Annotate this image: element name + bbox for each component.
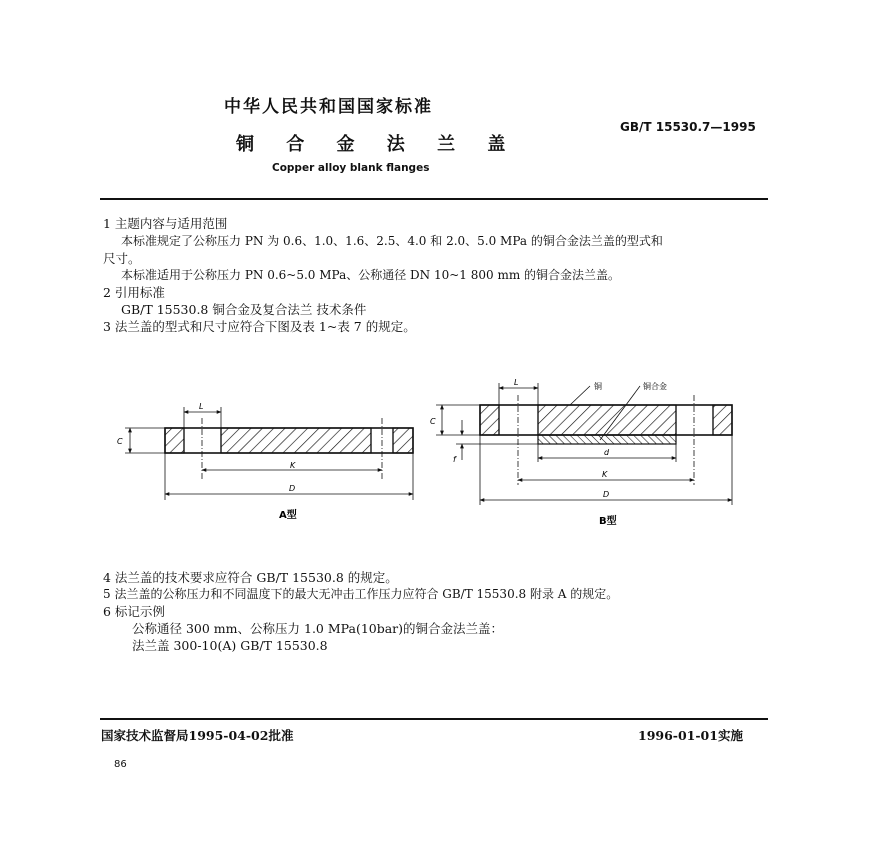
approval-date: 国家技术监督局1995-04-02批准 — [101, 728, 294, 743]
footer-rule — [100, 718, 768, 720]
section-5: 5 法兰盖的公称压力和不同温度下的最大无冲击工作压力应符合 GB/T 15530.8 附录 A 的规定。 — [103, 587, 619, 601]
referenced-standard: GB/T 15530.8 铜合金及复合法兰 技术条件 — [121, 302, 367, 317]
document-title: 铜 合 金 法 兰 盖 — [236, 134, 508, 155]
marking-example: 法兰盖 300-10(A) GB/T 15530.8 — [132, 638, 328, 653]
type-b-label-copper: 铜 — [594, 382, 602, 391]
flange-drawings — [0, 360, 870, 590]
page-number: 86 — [114, 759, 127, 770]
section-2-heading: 2 引用标准 — [103, 285, 165, 300]
national-standard-heading: 中华人民共和国国家标准 — [224, 97, 433, 117]
section-3: 3 法兰盖的型式和尺寸应符合下图及表 1~表 7 的规定。 — [103, 319, 416, 334]
type-b-caption: B型 — [599, 516, 617, 527]
section-1-paragraph-2: 本标准适用于公称压力 PN 0.6~5.0 MPa、公称通径 DN 10~1 800 mm 的铜合金法兰盖。 — [121, 268, 621, 282]
type-b-label-C: C — [430, 417, 436, 426]
type-a-label-K: K — [290, 461, 296, 470]
type-b-label-L: L — [514, 378, 519, 387]
type-a-drawing — [117, 402, 413, 521]
english-title: Copper alloy blank flanges — [272, 162, 430, 174]
type-b-label-K: K — [602, 470, 608, 479]
section-1-paragraph-1: 本标准规定了公称压力 PN 为 0.6、1.0、1.6、2.5、4.0 和 2.0、5.0 MPa 的铜合金法兰盖的型式和 — [121, 234, 663, 248]
header-rule — [100, 198, 768, 200]
type-b-label-d: d — [604, 448, 610, 457]
type-a-label-L: L — [199, 402, 204, 411]
section-6-heading: 6 标记示例 — [103, 604, 165, 619]
type-b-label-D: D — [603, 490, 610, 499]
type-a-label-D: D — [289, 484, 296, 493]
type-a-label-C: C — [117, 437, 123, 446]
section-1-paragraph-1-cont: 尺寸。 — [103, 251, 141, 266]
standard-code: GB/T 15530.7—1995 — [620, 120, 756, 134]
section-1-heading: 1 主题内容与适用范围 — [103, 216, 228, 231]
type-b-drawing — [430, 378, 732, 527]
effective-date: 1996-01-01实施 — [638, 728, 743, 743]
type-b-label-f: f — [453, 455, 456, 464]
marking-example-desc: 公称通径 300 mm、公称压力 1.0 MPa(10bar)的铜合金法兰盖： — [132, 621, 504, 636]
section-4: 4 法兰盖的技术要求应符合 GB/T 15530.8 的规定。 — [103, 570, 398, 585]
type-a-caption: A型 — [279, 510, 297, 521]
type-b-label-copper-alloy: 铜合金 — [643, 382, 667, 391]
